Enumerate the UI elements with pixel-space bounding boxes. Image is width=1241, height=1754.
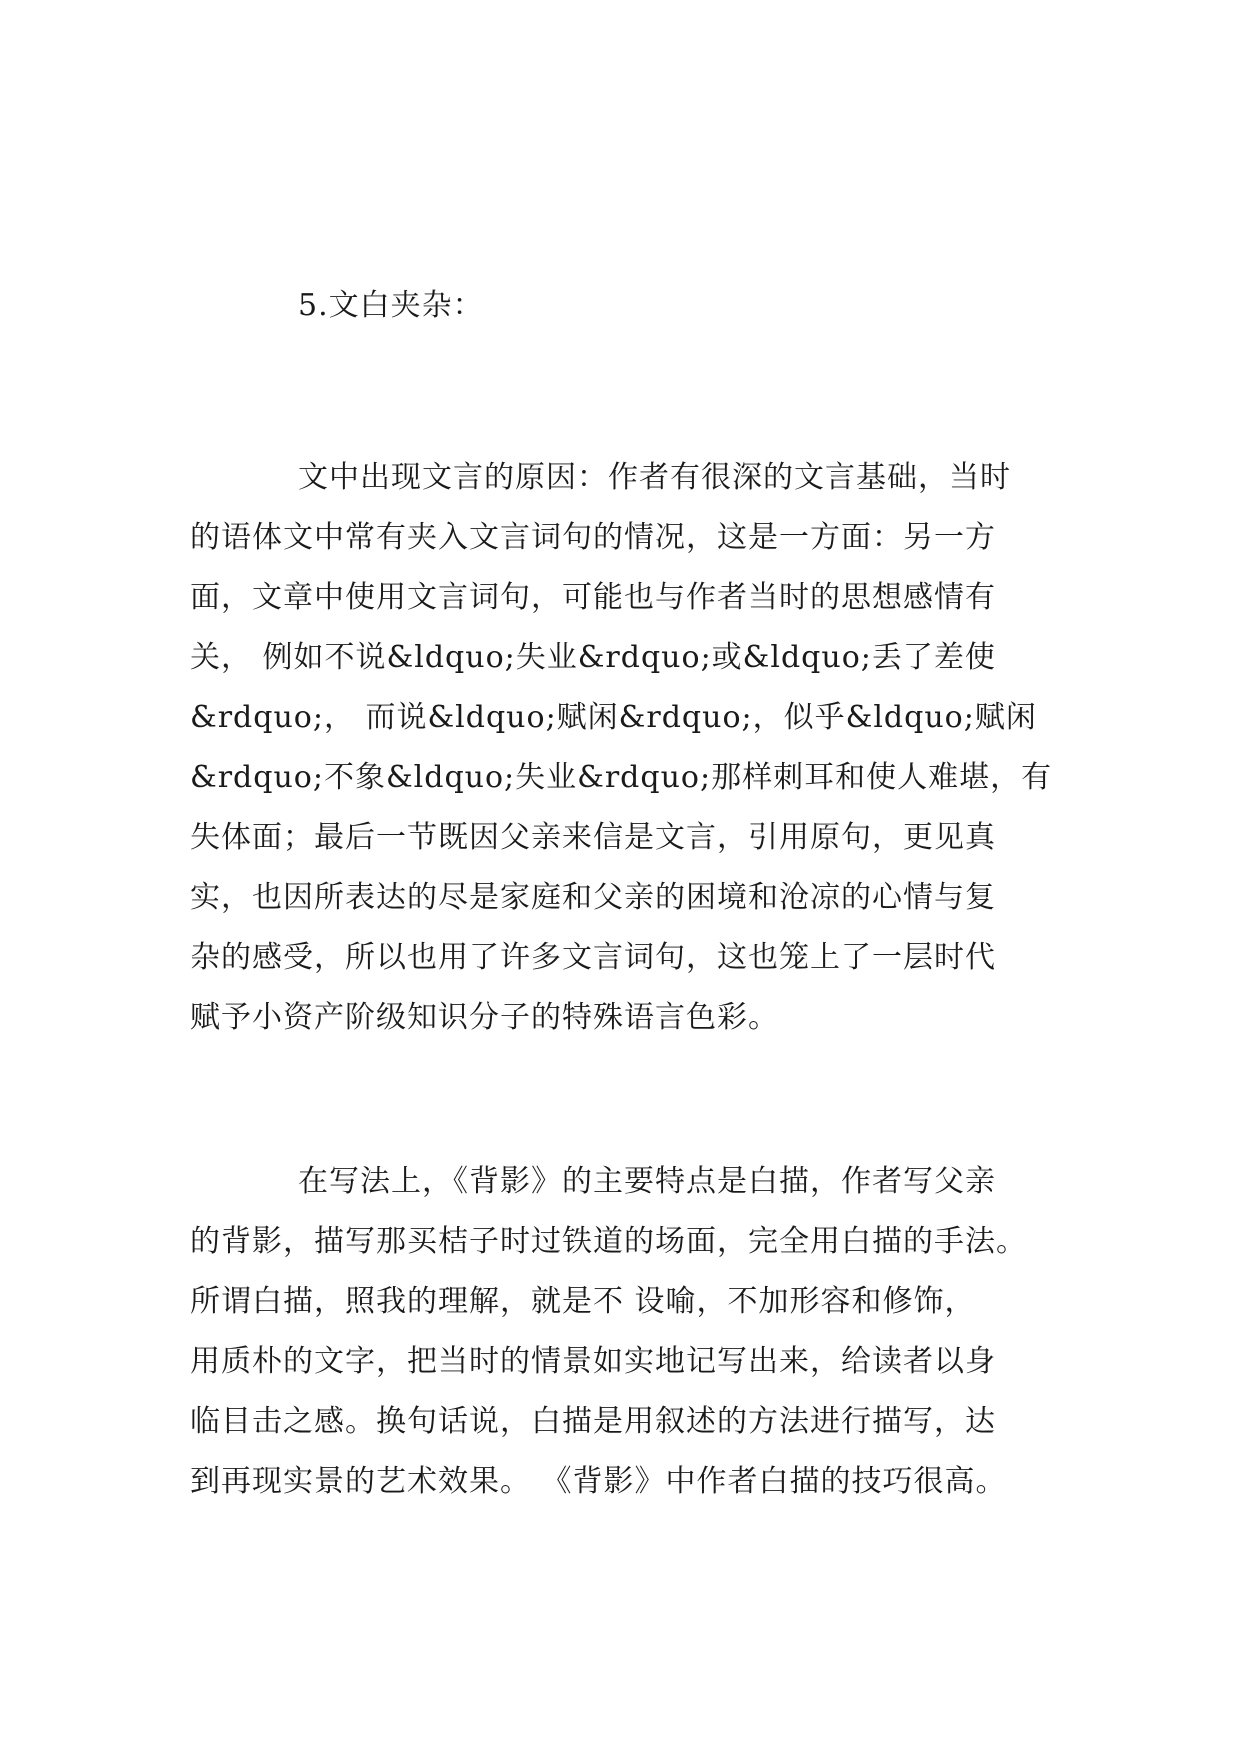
paragraph-line: 到再现实景的艺术效果。 《背影》中作者白描的技巧很高。: [190, 1464, 1007, 1499]
paragraph-line: 赋予小资产阶级知识分子的特殊语言色彩。: [190, 1000, 779, 1035]
paragraph-line: &rdquo;， 而说&ldquo;赋闲&rdquo;，似乎&ldquo;赋闲: [190, 700, 1037, 735]
paragraph-line: 在写法上，《背影》的主要特点是白描，作者写父亲: [298, 1164, 996, 1199]
paragraph-1: [190, 448, 1070, 1048]
paragraph-line: 实，也因所表达的尽是家庭和父亲的困境和沧凉的心情与复: [190, 880, 996, 915]
heading-text: 5.文白夹杂：: [298, 288, 484, 323]
paragraph-line: 面，文章中使用文言词句，可能也与作者当时的思想感情有: [190, 580, 996, 615]
section-heading: [190, 276, 1070, 336]
paragraph-line: 失体面；最后一节既因父亲来信是文言，引用原句，更见真: [190, 820, 996, 855]
paragraph-line: 杂的感受，所以也用了许多文言词句，这也笼上了一层时代: [190, 940, 996, 975]
paragraph-line: 所谓白描，照我的理解，就是不 设喻，不加形容和修饰，: [190, 1284, 976, 1319]
paragraph-2: [190, 1152, 1070, 1512]
paragraph-line: 用质朴的文字，把当时的情景如实地记写出来，给读者以身: [190, 1344, 996, 1379]
paragraph-line: 的背影，描写那买桔子时过铁道的场面，完全用白描的手法。: [190, 1224, 1027, 1259]
paragraph-line: &rdquo;不象&ldquo;失业&rdquo;那样刺耳和使人难堪，有: [190, 760, 1053, 795]
paragraph-line: 关， 例如不说&ldquo;失业&rdquo;或&ldquo;丢了差使: [190, 640, 996, 675]
paragraph-line: 的语体文中常有夹入文言词句的情况，这是一方面：另一方: [190, 520, 996, 555]
paragraph-line: 临目击之感。换句话说，白描是用叙述的方法进行描写，达: [190, 1404, 996, 1439]
paragraph-line: 文中出现文言的原因：作者有很深的文言基础，当时: [298, 460, 1011, 495]
